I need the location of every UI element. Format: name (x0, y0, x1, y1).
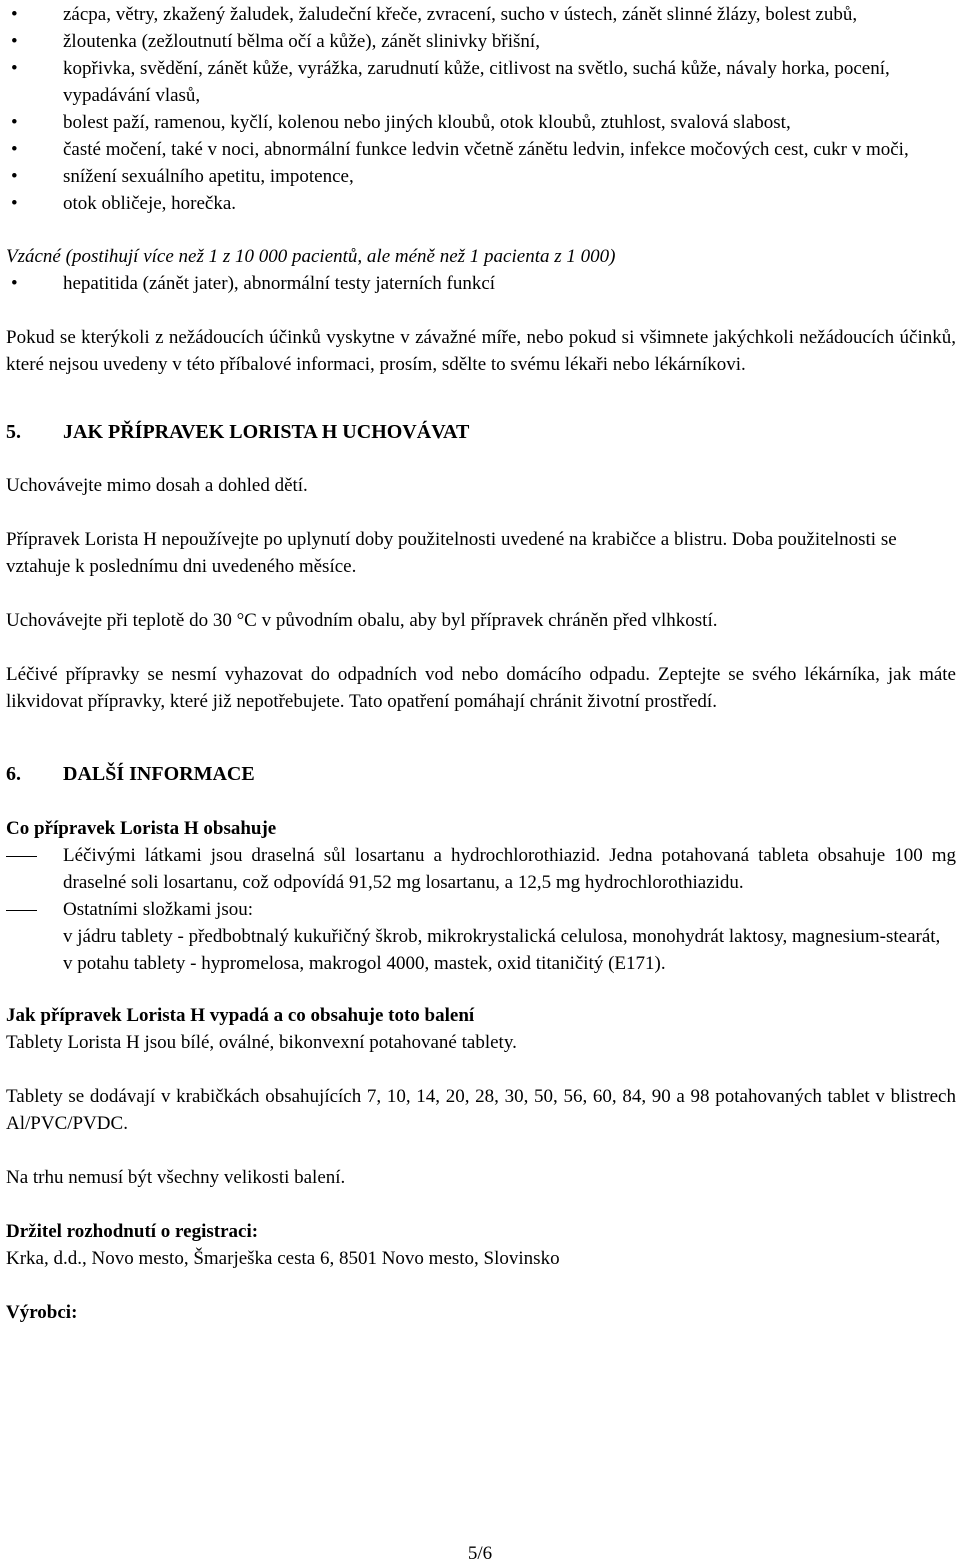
excipients-intro: Ostatními složkami jsou: (63, 899, 253, 920)
holder-text: Krka, d.d., Novo mesto, Šmarješka cesta 6, 8501 Novo mesto, Slovinsko (6, 1248, 560, 1269)
rare-frequency-heading: Vzácné (postihují více než 1 z 10 000 pacientů, ale méně než 1 pacienta z 1 000) (6, 246, 616, 267)
appearance-heading: Jak přípravek Lorista H vypadá a co obsahuje toto balení (6, 1005, 475, 1026)
storage-paragraph-3: Uchovávejte při teplotě do 30 °C v původním obalu, aby byl přípravek chráněn před vlhkostí. (6, 610, 718, 631)
list-item: • otok obličeje, horečka. (6, 190, 956, 217)
list-item: • žloutenka (zežloutnutí bělma očí a kůže), zánět slinivky břišní, (6, 28, 956, 55)
appearance-text: Tablety Lorista H jsou bílé, oválné, bikonvexní potahované tablety. (6, 1032, 517, 1053)
list-item: • kopřivka, svědění, zánět kůže, vyrážka, zarudnutí kůže, citlivost na světlo, suchá kůže, návaly horka, pocení, vypadávání vlasů, (6, 55, 956, 109)
list-item: • bolest paží, ramenou, kyčlí, kolenou nebo jiných kloubů, otok kloubů, ztuhlost, svalová slabost, (6, 109, 956, 136)
section-number: 5. (6, 421, 21, 443)
section-6-heading (6, 761, 956, 788)
document-page (6, 0, 956, 1326)
list-item: • snížení sexuálního apetitu, impotence, (6, 163, 956, 190)
report-paragraph: Pokud se kterýkoli z nežádoucích účinků vyskytne v závažné míře, nebo pokud si všimnete jakýchkoli nežádoucích účinků, které nejsou uvedeny v této příbalové informaci, prosím, sdělte to svému lékaři nebo lékárníkovi. (6, 327, 956, 375)
pack-sizes-text: Tablety se dodávají v krabičkách obsahujících 7, 10, 14, 20, 28, 30, 50, 56, 60, 84, 90 a 98 potahovaných tablet v blistrech Al/PVC/PVDC. (6, 1086, 956, 1134)
list-item (6, 896, 956, 977)
excipients-coating: v potahu tablety - hypromelosa, makrogol 4000, mastek, oxid titaničitý (E171). (63, 953, 666, 974)
list-item: Léčivými látkami jsou draselná sůl losartanu a hydrochlorothiazid. Jedna potahovaná tableta obsahuje 100 mg draselné soli losartanu, což odpovídá 91,52 mg losartanu, a 12,5 mg hydrochlorothiazidu. (6, 842, 956, 896)
section-title: JAK PŘÍPRAVEK LORISTA H UCHOVÁVAT (63, 421, 470, 443)
section-number: 6. (6, 763, 21, 785)
storage-paragraph-4: Léčivé přípravky se nesmí vyhazovat do odpadních vod nebo domácího odpadu. Zeptejte se svého lékárníka, jak máte likvidovat přípravky, které již nepotřebujete. Tato opatření pomáhají chránit životní prostředí. (6, 664, 956, 712)
list-item: • zácpa, větry, zkažený žaludek, žaludeční křeče, zvracení, sucho v ústech, zánět slinné žlázy, bolest zubů, (6, 1, 956, 28)
list-item: • časté močení, také v noci, abnormální funkce ledvin včetně zánětu ledvin, infekce močových cest, cukr v moči, (6, 136, 956, 163)
holder-heading: Držitel rozhodnutí o registraci: (6, 1221, 259, 1242)
side-effects-list (6, 1, 956, 217)
rare-side-effects-list (6, 270, 956, 297)
page-number: 5/6 (467, 1543, 493, 1564)
ingredients-list (6, 842, 956, 977)
section-title: DALŠÍ INFORMACE (63, 763, 255, 785)
excipients-core: v jádru tablety - předbobtnalý kukuřičný škrob, mikrokrystalická celulosa, monohydrát laktosy, magnesium-stearát, (63, 926, 941, 947)
market-text: Na trhu nemusí být všechny velikosti balení. (6, 1167, 346, 1188)
contains-heading: Co přípravek Lorista H obsahuje (6, 818, 277, 839)
section-5-heading (6, 419, 956, 446)
manufacturer-heading: Výrobci: (6, 1302, 78, 1323)
storage-paragraph-1: Uchovávejte mimo dosah a dohled dětí. (6, 475, 308, 496)
storage-paragraph-2: Přípravek Lorista H nepoužívejte po uplynutí doby použitelnosti uvedené na krabičce a blistru. Doba použitelnosti se vztahuje k poslednímu dni uvedeného měsíce. (6, 529, 897, 577)
list-item: • hepatitida (zánět jater), abnormální testy jaterních funkcí (6, 270, 956, 297)
